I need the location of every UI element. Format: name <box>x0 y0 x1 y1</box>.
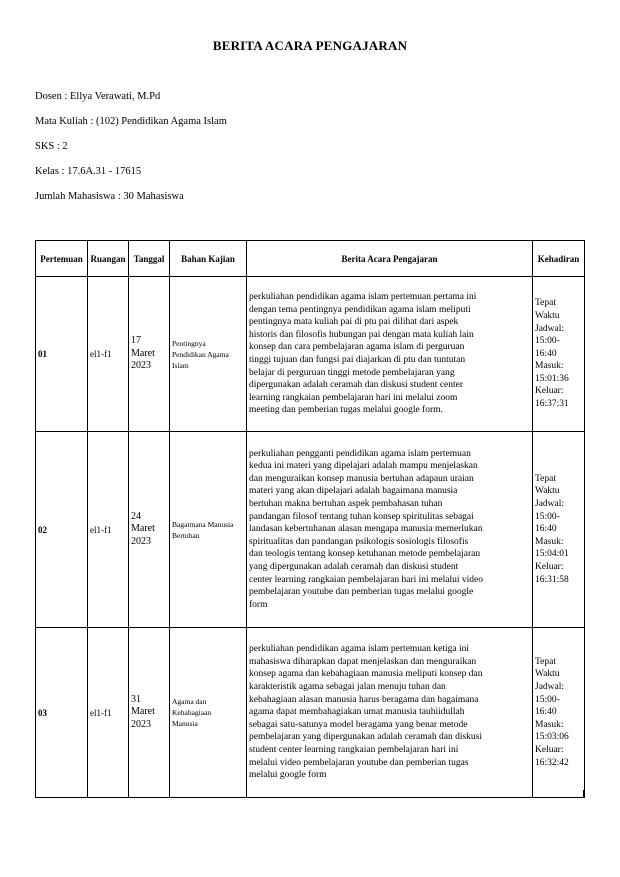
text-line: Tepat <box>535 473 556 484</box>
text-line: tinggi tujuan dan fungsi pai diajarkan di ptu dan tuntutan <box>249 355 466 365</box>
text-line: Kebahagiaan <box>172 708 212 717</box>
text-line: Maret <box>131 706 155 718</box>
text-line: Tepat <box>535 656 556 667</box>
cell-ruangan: el1-f1 <box>88 628 129 798</box>
cell-berita-acara <box>247 432 533 628</box>
text-line: 16:32:42 <box>535 757 569 768</box>
text-line: 17 <box>131 335 141 347</box>
cell-bahan-kajian <box>170 277 247 432</box>
cell-bahan-kajian <box>170 628 247 798</box>
text-line: Keluar: <box>535 561 564 572</box>
text-line: meeting dan pemberian tugas melalui google form. <box>249 405 443 416</box>
text-line: center learning rangkaian pembelajaran hari ini melalui video <box>249 574 483 585</box>
text-line: landasan kebertuhanan alasan mengapa manusia memerlukan <box>249 524 483 535</box>
text-line: 16:40 <box>535 707 557 718</box>
text-line: 2023 <box>131 360 151 372</box>
cell-ruangan: el1-f1 <box>88 432 129 628</box>
text-line: kedua ini materi yang dipelajari adalah mampu menjelaskan <box>249 461 478 472</box>
header-tanggal: Tanggal <box>129 241 170 277</box>
table-row <box>36 628 585 798</box>
text-line: Maret <box>131 347 155 359</box>
text-line: 2023 <box>131 535 151 547</box>
text-line: Masuk: <box>535 536 564 547</box>
text-line: Pendidikan Agama <box>172 349 229 359</box>
text-line: Islam <box>172 360 189 370</box>
text-line: Bagaimana Manusia <box>172 519 234 529</box>
header-pertemuan: Pertemuan <box>36 241 88 277</box>
text-line: 15:03:06 <box>535 732 569 743</box>
header-berita-acara: Berita Acara Pengajaran <box>247 241 533 277</box>
cell-ruangan: el1-f1 <box>88 277 129 432</box>
header-ruangan: Ruangan <box>88 241 129 277</box>
table-row <box>36 432 585 628</box>
text-line: perkuliahan pengganti pendidikan agama islam pertemuan <box>249 448 471 459</box>
text-line: mahasiswa diharapkan dapat menjelaskan dan menguraikan <box>249 656 477 667</box>
text-line: Manusia <box>172 719 198 728</box>
text-line: dan menguraikan konsep manusia bertuhan adapaun uraian <box>249 473 474 484</box>
text-line: bertuhan makna bertuhan aspek pembahasan tuhan <box>249 499 443 510</box>
text-line: Maret <box>131 523 155 535</box>
text-line: melalui video pembelajaran youtube dan pemberian tugas <box>249 757 469 768</box>
text-line: dengan tema pentingnya pendidikan agama islam meliputi <box>249 304 471 315</box>
cell-pertemuan: 03 <box>36 628 88 798</box>
meta-mata-kuliah: Mata Kuliah : (102) Pendidikan Agama Islam <box>35 116 227 127</box>
text-line: karakteristik agama sebagai jalan menuju tuhan dan <box>249 682 446 693</box>
text-line: Keluar: <box>535 386 564 397</box>
header-bahan-kajian: Bahan Kajian <box>170 241 247 277</box>
text-line: 15:00- <box>535 336 560 347</box>
text-line: agama dapat membahagiakan umat manusia tauhiidullah <box>249 707 465 718</box>
text-line: historis dan filosofis hubungan pai dengan mata kuliah lain <box>249 329 474 340</box>
text-line: pembelajaran youtube dan pemberian tugas melalui google <box>249 587 474 598</box>
text-line: perkuliahan pendidikan agama islam pertemuan pertama ini <box>249 292 477 303</box>
cell-pertemuan: 01 <box>36 277 88 432</box>
text-line: 16:40 <box>535 524 557 535</box>
text-line: konsep dan cara pembelajaran agama islam di perguruan <box>249 342 465 353</box>
text-line: 15:00- <box>535 694 560 705</box>
text-line: pentingnya mata kuliah pai di ptu pai dilihat dari aspek <box>249 317 459 328</box>
table-header-row <box>36 241 585 277</box>
text-line: Jadwal: <box>535 323 565 334</box>
text-line: Tepat <box>535 298 556 309</box>
cell-tanggal <box>129 277 170 432</box>
text-line: 24 <box>131 510 141 522</box>
text-line: 16:37:31 <box>535 399 569 410</box>
text-line: 15:04:01 <box>535 549 569 560</box>
cell-berita-acara <box>247 277 533 432</box>
cell-pertemuan: 02 <box>36 432 88 628</box>
cell-kehadiran <box>533 432 585 628</box>
cell-tanggal <box>129 628 170 798</box>
text-line: student center learning rangkaian pembelajaran hari ini <box>249 744 459 755</box>
text-line: Keluar: <box>535 744 564 755</box>
text-line: Waktu <box>535 310 560 321</box>
text-line: konsep agama dan kebahagiaan manusia meliputi konsep dan <box>249 669 483 680</box>
text-line: Waktu <box>535 486 560 497</box>
text-line: melalui google form <box>249 770 327 781</box>
meta-kelas: Kelas : 17.6A.31 - 17615 <box>35 166 142 177</box>
berita-acara-table <box>35 240 585 798</box>
text-line: Masuk: <box>535 361 564 372</box>
text-line: perkuliahan pendidikan agama islam pertemuan ketiga ini <box>249 644 470 655</box>
cell-tanggal <box>129 432 170 628</box>
text-line: Pentingnya <box>172 338 206 348</box>
text-line: spiritualitas dan pandangan psikologis sosiologis filosofis <box>249 536 469 547</box>
text-line: Masuk: <box>535 719 564 730</box>
text-line: sebagai satu-satunya model beragama yang benar metode <box>249 719 468 730</box>
cell-kehadiran <box>533 277 585 432</box>
text-line: materi yang akan dipelajari adalah bagaimana manusia <box>249 486 458 497</box>
text-line: learning rangkaian pembelajaran hari ini melalui zoom <box>249 392 458 403</box>
text-line: belajar di perguruan tinggi metode pembelajaran yang <box>249 367 455 378</box>
meta-jumlah-mahasiswa: Jumlah Mahasiswa : 30 Mahasiswa <box>35 191 184 202</box>
text-line: Waktu <box>535 669 560 680</box>
text-line: Jadwal: <box>535 682 565 693</box>
text-line: form <box>249 599 268 610</box>
text-line: 15:00- <box>535 511 560 522</box>
table-border-right <box>583 790 584 798</box>
meta-sks: SKS : 2 <box>35 141 68 152</box>
text-line: Jadwal: <box>535 499 565 510</box>
text-line: 2023 <box>131 718 151 730</box>
meta-dosen: Dosen : Ellya Verawati, M.Pd <box>35 91 161 102</box>
text-line: kebahagiaan alasan manusia harus beragama dan bagaimana <box>249 694 479 705</box>
text-line: 16:40 <box>535 348 557 359</box>
page-title: BERITA ACARA PENGAJARAN <box>212 38 408 53</box>
text-line: Bertuhan <box>172 530 200 540</box>
text-line: 15:01:36 <box>535 373 569 384</box>
text-line: Agama dan <box>172 697 207 706</box>
table-row <box>36 277 585 432</box>
text-line: yang dipergunakan adalah ceramah dan diskusi student <box>249 561 459 572</box>
text-line: dan teologis tentang konsep ketuhanan metode pembelajaran <box>249 549 481 560</box>
cell-berita-acara <box>247 628 533 798</box>
text-line: 16:31:58 <box>535 574 569 585</box>
text-line: pandangan filosof tentang tuhan konsep spiritulitas sebagai <box>249 511 474 522</box>
cell-kehadiran <box>533 628 585 798</box>
text-line: dipergunakan adalah ceramah dan diskusi student center <box>249 380 464 391</box>
table-border-left <box>35 790 36 798</box>
text-line: 31 <box>131 693 141 705</box>
cell-bahan-kajian <box>170 432 247 628</box>
header-kehadiran: Kehadiran <box>533 241 585 277</box>
text-line: pembelajaran yang dipergunakan adalah ceramah dan diskusi <box>249 732 483 743</box>
